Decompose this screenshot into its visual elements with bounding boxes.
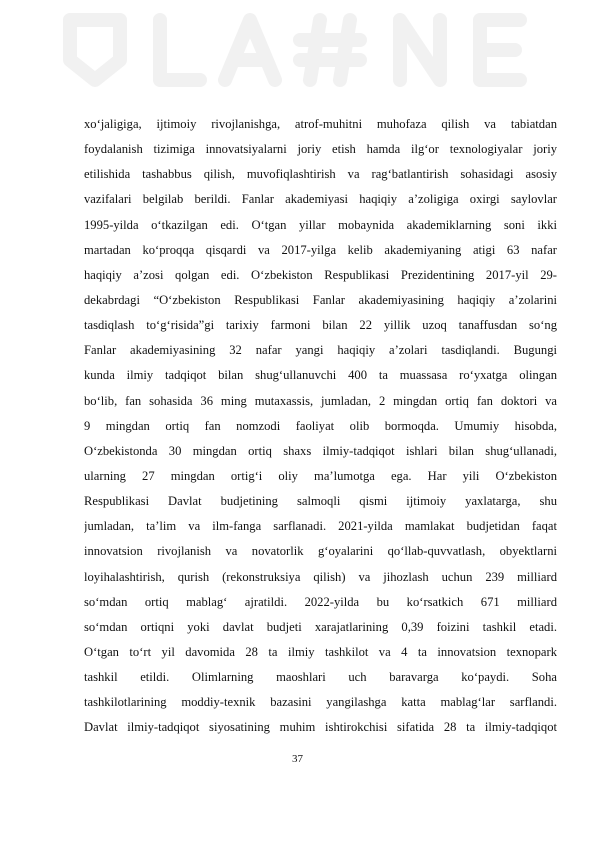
text-line: foydalanish tizimiga innovatsiyalarni joriy etish hamda ilg‘or texnologiyalar joriy xyxy=(84,142,557,157)
text-line: dekabrdagi “O‘zbekiston Respublikasi Fanlar akademiyasining haqiqiy a’zolarini xyxy=(84,292,557,307)
text-line: etilishida tashabbus qilish, muvofiqlashtirish va rag‘batlantirish sohasidagi asosiy xyxy=(84,167,557,182)
text-line: Davlat ilmiy-tadqiqot siyosatining muhim ishtirokchisi sifatida 28 ta ilmiy-tadqiqot xyxy=(84,720,557,735)
text-line: tasdiqlash to‘g‘risida”gi tarixiy farmoni bilan 22 yillik uzoq tanaffusdan so‘ng xyxy=(84,318,557,333)
text-line: so‘mdan ortiqni yoki davlat budjeti xarajatlarining 0,39 foizini tashkil etadi. xyxy=(84,619,557,634)
text-line: jumladan, ta’lim va ilm-fanga sarflanadi. 2021-yilda mamlakat budjetidan faqat xyxy=(84,519,557,534)
text-line: 1995-yilda o‘tkazilgan edi. O‘tgan yillar mobaynida akademiklarning soni ikki xyxy=(84,217,557,232)
text-line: O‘zbekistonda 30 mingdan ortiq shaxs ilmiy-tadqiqot ishlari bilan shug‘ullanadi, xyxy=(84,443,557,458)
text-line: Fanlar akademiyasining 32 nafar yangi haqiqiy a’zolari tasdiqlandi. Bugungi xyxy=(84,343,557,358)
text-line: kunda ilmiy tadqiqot bilan shug‘ullanuvchi 400 ta muassasa ro‘yxatga olingan xyxy=(84,368,557,383)
text-line: vazifalari belgilab berildi. Fanlar akademiyasi haqiqiy a’zoligiga oxirgi saylovlar xyxy=(84,192,557,207)
text-line: 9 mingdan ortiq fan nomzodi faoliyat olib bormoqda. Umumiy hisobda, xyxy=(84,418,557,433)
text-line: ularning 27 mingdan ortig‘i oliy ma’lumotga ega. Har yili O‘zbekiston xyxy=(84,468,557,483)
text-line: so‘mdan ortiq mablag‘ ajratildi. 2022-yilda bu ko‘rsatkich 671 milliard xyxy=(84,594,557,609)
text-line: tashkil etildi. Olimlarning maoshlari uch baravarga ko‘paydi. Soha xyxy=(84,670,557,685)
text-line: tashkilotlarining moddiy-texnik bazasini yangilashga katta mablag‘lar sarflandi. xyxy=(84,695,557,710)
text-line: martadan ko‘proqqa qisqardi va 2017-yilga kelib akademiyaning atigi 63 nafar xyxy=(84,242,557,257)
text-line: bo‘lib, fan sohasida 36 ming mutaxassis, jumladan, 2 mingdan ortiq fan doktori va xyxy=(84,393,557,408)
page-body xyxy=(84,112,557,741)
text-line: loyihalashtirish, qurish (rekonstruksiya qilish) va jihozlash uchun 239 milliard xyxy=(84,569,557,584)
text-line: Respublikasi Davlat budjetining salmoqli qismi ijtimoiy yaxlatarga, shu xyxy=(84,494,557,509)
text-line: innovatsion rivojlanish va novatorlik g‘oyalarini qo‘llab-quvvatlash, obyektlarni xyxy=(84,544,557,559)
text-line: xo‘jaligiga, ijtimoiy rivojlanishga, atrof-muhitni muhofaza qilish va tabiatdan xyxy=(84,117,557,131)
text-line: O‘tgan to‘rt yil davomida 28 ta ilmiy tashkilot va 4 ta innovatsion texnopark xyxy=(84,644,557,659)
page-number: 37 xyxy=(292,753,303,765)
text-line: haqiqiy a’zosi qolgan edi. O‘zbekiston Respublikasi Prezidentining 2017-yil 29- xyxy=(84,267,557,282)
